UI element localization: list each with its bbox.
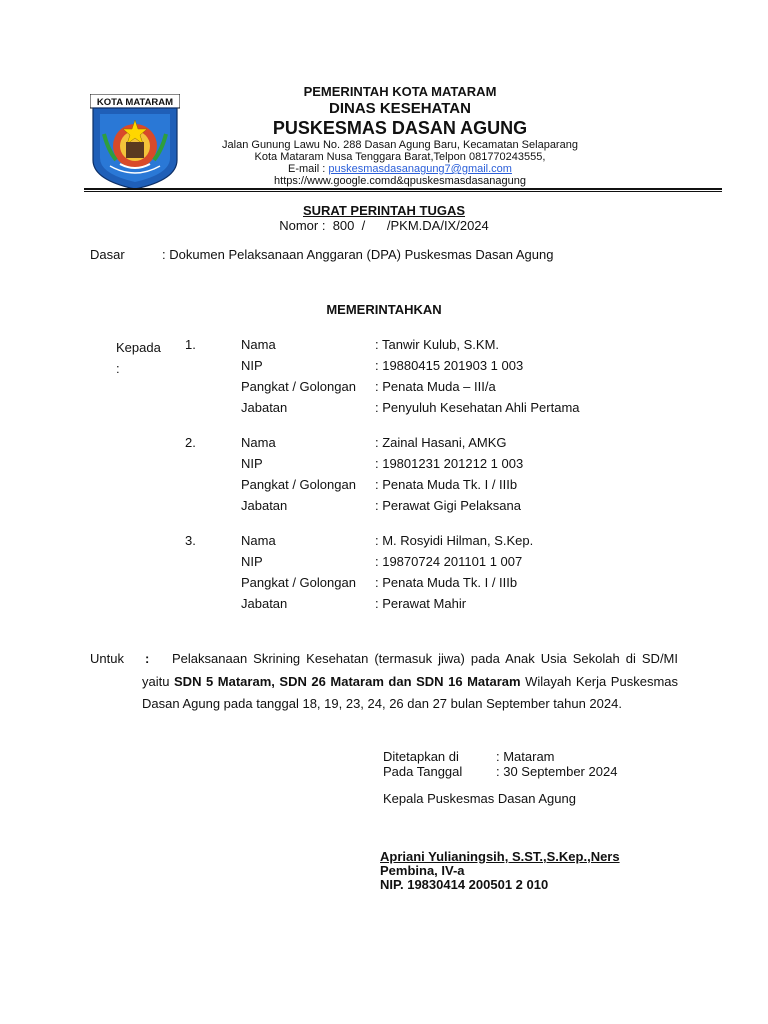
dasar-label: Dasar	[90, 247, 125, 262]
tanggal-label: Pada Tanggal	[383, 764, 463, 779]
person-2-pangkat-label: Pangkat / Golongan	[241, 477, 356, 492]
letterhead-department: DINAS KESEHATAN	[329, 100, 471, 117]
untuk-label: Untuk	[90, 651, 124, 666]
ditetapkan-label: Ditetapkan di	[383, 749, 459, 764]
memerintahkan-heading: MEMERINTAHKAN	[326, 302, 442, 317]
person-1-nip-label: NIP	[241, 358, 263, 373]
untuk-text-part2: Wilayah Kerja Puskesmas Dasan Agung pada tanggal 18, 19, 23, 24, 26 dan 27 bulan September tahun 2024.	[142, 673, 678, 711]
signatory-title: Kepala Puskesmas Dasan Agung	[383, 791, 576, 806]
untuk-text-part1: Pelaksanaan Skrining Kesehatan (termasuk jiwa) pada Anak Usia Sekolah di SD/MI yaitu	[142, 651, 678, 689]
letterhead-address: Jalan Gunung Lawu No. 288 Dasan Agung Baru, Kecamatan Selaparang	[222, 139, 578, 151]
person-3-number: 3.	[185, 533, 196, 548]
person-1-jabatan-value: : Penyuluh Kesehatan Ahli Pertama	[375, 400, 580, 415]
person-1-nama-label: Nama	[241, 337, 276, 352]
document-number: Nomor : 800 / /PKM.DA/IX/2024	[279, 218, 489, 233]
person-3-nip-value: : 19870724 201101 1 007	[375, 554, 523, 569]
tanggal-value: : 30 September 2024	[496, 764, 618, 779]
person-3-pangkat-value: : Penata Muda Tk. I / IIIb	[375, 575, 518, 590]
person-1-nip-value: : 19880415 201903 1 003	[375, 358, 524, 373]
person-2-nama-value: : Zainal Hasani, AMKG	[375, 435, 507, 450]
person-3-jabatan-value: : Perawat Mahir	[375, 596, 467, 611]
logo-text: KOTA MATARAM	[96, 97, 174, 108]
person-3-jabatan-label: Jabatan	[241, 596, 288, 611]
letterhead-government: PEMERINTAH KOTA MATARAM	[303, 84, 497, 99]
person-3-nama-label: Nama	[241, 533, 276, 548]
kepada-label	[116, 337, 161, 379]
person-2-nama-label: Nama	[241, 435, 276, 450]
kota-mataram-logo	[90, 94, 180, 190]
kepada-colon: :	[116, 361, 120, 376]
person-2-jabatan-value: : Perawat Gigi Pelaksana	[375, 498, 521, 513]
header-rule-thin	[84, 191, 722, 192]
letterhead-website: https://www.google.comd&qpuskesmasdasanagung	[274, 175, 526, 187]
email-label: E-mail :	[288, 163, 329, 175]
signatory-nip: NIP. 19830414 200501 2 010	[380, 877, 549, 892]
person-3-nama-value: : M. Rosyidi Hilman, S.Kep.	[375, 533, 534, 548]
person-2-nip-label: NIP	[241, 456, 263, 471]
person-2-pangkat-value: : Penata Muda Tk. I / IIIb	[375, 477, 518, 492]
letterhead-address-city: Kota Mataram Nusa Tenggara Barat,Telpon 081770243555,	[254, 151, 546, 163]
letterhead-email-line	[190, 163, 610, 175]
person-2-nip-value: : 19801231 201212 1 003	[375, 456, 524, 471]
person-3-pangkat-label: Pangkat / Golongan	[241, 575, 356, 590]
dasar-text: : Dokumen Pelaksanaan Anggaran (DPA) Puskesmas Dasan Agung	[162, 247, 554, 262]
email-link[interactable]: puskesmasdasanagung7@gmail.com	[328, 163, 512, 175]
signatory-name: Apriani Yulianingsih, S.ST.,S.Kep.,Ners	[380, 849, 620, 864]
person-2-number: 2.	[185, 435, 196, 450]
untuk-colon: :	[145, 651, 150, 666]
kepada-text: Kepada	[116, 340, 161, 355]
untuk-text	[142, 648, 678, 716]
signatory-rank: Pembina, IV-a	[380, 863, 465, 878]
document-title: SURAT PERINTAH TUGAS	[302, 203, 466, 218]
person-1-pangkat-value: : Penata Muda – III/a	[375, 379, 496, 394]
ditetapkan-value: : Mataram	[496, 749, 555, 764]
header-rule-thick	[84, 188, 722, 190]
person-1-number: 1.	[185, 337, 196, 352]
person-1-jabatan-label: Jabatan	[241, 400, 288, 415]
person-1-pangkat-label: Pangkat / Golongan	[241, 379, 356, 394]
person-3-nip-label: NIP	[241, 554, 263, 569]
letterhead-puskesmas: PUSKESMAS DASAN AGUNG	[272, 118, 528, 138]
person-1-nama-value: : Tanwir Kulub, S.KM.	[375, 337, 500, 352]
person-2-jabatan-label: Jabatan	[241, 498, 288, 513]
untuk-text-schools: SDN 5 Mataram, SDN 26 Mataram dan SDN 16 Mataram	[174, 673, 521, 689]
